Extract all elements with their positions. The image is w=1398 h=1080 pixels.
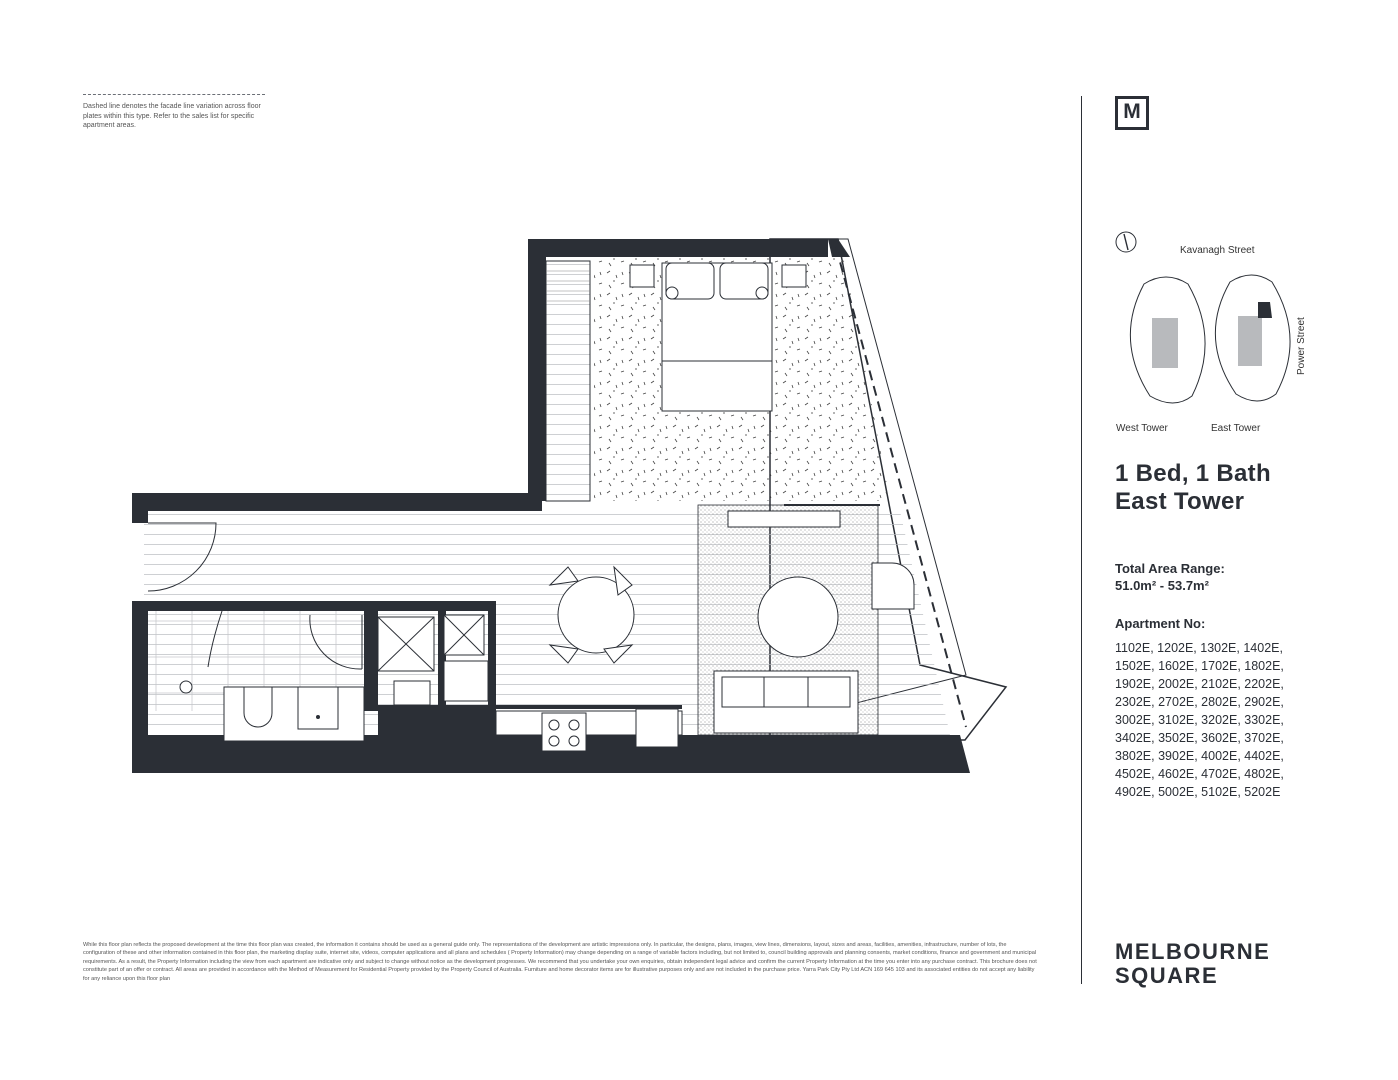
wall-bedroom-top <box>528 239 828 257</box>
east-tower-outline <box>1215 275 1290 401</box>
power-street-label: Power Street <box>1296 317 1307 375</box>
sofa <box>714 671 858 733</box>
wall-main-top <box>132 493 542 511</box>
tv-unit <box>728 511 840 527</box>
toilet <box>244 687 272 727</box>
dining-table <box>550 567 634 663</box>
facade-note: Dashed line denotes the facade line variation across floor plates within this type. Refer to the sales list for specific apartment areas. <box>83 103 261 129</box>
apartment-no-label: Apartment No: <box>1115 616 1206 631</box>
area-label: Total Area Range: <box>1115 561 1225 576</box>
dashed-line-legend <box>83 94 265 95</box>
wardrobe <box>546 261 590 501</box>
title-line-2: East Tower <box>1115 488 1245 515</box>
legal-disclaimer: While this floor plan reflects the proposed development at the time this floor plan was created, the information it contains should be used as a general guide only. The representations of the development are artistic impressions only. In particular, the designs, plans, images, view lines, dimensions, layout, sizes and areas, facilities, amenities, infrastructure, number of lots, the configuration of these and other information contained in this floor plan, the marketing display suite, internet site, videos, computer applications and all plans and schedules ( Property Information) may change depending on a range of variable factors including, but not limited to, council building approvals and planning consents, market conditions, finance and government and municipal requirements. As a result, the Property Information including the view from each apartment are indicative only and subject to change without notice as the development progresses. We recommend that you undertake your own enquiries, obtain independent legal advice and confirm the current Property Information at the time you enter into any purchase contract. This brochure does not constitute part of an offer or contract. All areas are provided in accordance with the Method of Measurement for Residential Property provided by the Property Council of Australia. Furniture and home decorator items are for illustrative purposes only and are not included in the purchase price. Yarra Park City Pty Ltd ACN 169 645 103 and its associated entities do not accept any liability for any reliance upon this floor plan <box>83 942 1037 982</box>
cooktop <box>542 713 586 751</box>
title-line-1: 1 Bed, 1 Bath <box>1115 460 1271 487</box>
west-tower-label: West Tower <box>1116 423 1168 434</box>
north-arrow-icon <box>1116 232 1136 252</box>
brand-line-1: MELBOURNE <box>1115 939 1271 964</box>
kavanagh-street-label: Kavanagh Street <box>1180 245 1255 256</box>
coffee-table <box>758 577 838 657</box>
east-tower-label: East Tower <box>1211 423 1261 434</box>
sidebar-divider <box>1081 96 1082 984</box>
shower-drain <box>180 681 192 693</box>
apartment-no-list: 1102E, 1202E, 1302E, 1402E, 1502E, 1602E, 1702E, 1802E, 1902E, 2002E, 2102E, 2202E, 2302E, 2702E, 2802E, 2902E, 3002E, 3102E, 3202E, 3302E, 3402E, 3502E, 3602E, 3702E, 3802E, 3902E, 4002E, 4402E, 4502E, 4602E, 4702E, 4802E, 4902E, 5002E, 5102E, 5202E <box>1115 641 1284 799</box>
brand-wordmark <box>1115 940 1270 988</box>
floor-plan <box>120 225 1020 785</box>
area-value: 51.0m² - 53.7m² <box>1115 578 1209 593</box>
kitchen-sink <box>636 709 678 747</box>
vanity <box>298 687 338 729</box>
logo-letter: M <box>1123 100 1141 123</box>
key-plan <box>1110 228 1320 438</box>
wall-bedroom-left <box>528 239 546 501</box>
west-tower-outline <box>1130 277 1205 403</box>
brand-logo <box>1115 96 1149 130</box>
apartment-type-title <box>1115 460 1271 516</box>
brand-line-2: SQUARE <box>1115 963 1219 988</box>
